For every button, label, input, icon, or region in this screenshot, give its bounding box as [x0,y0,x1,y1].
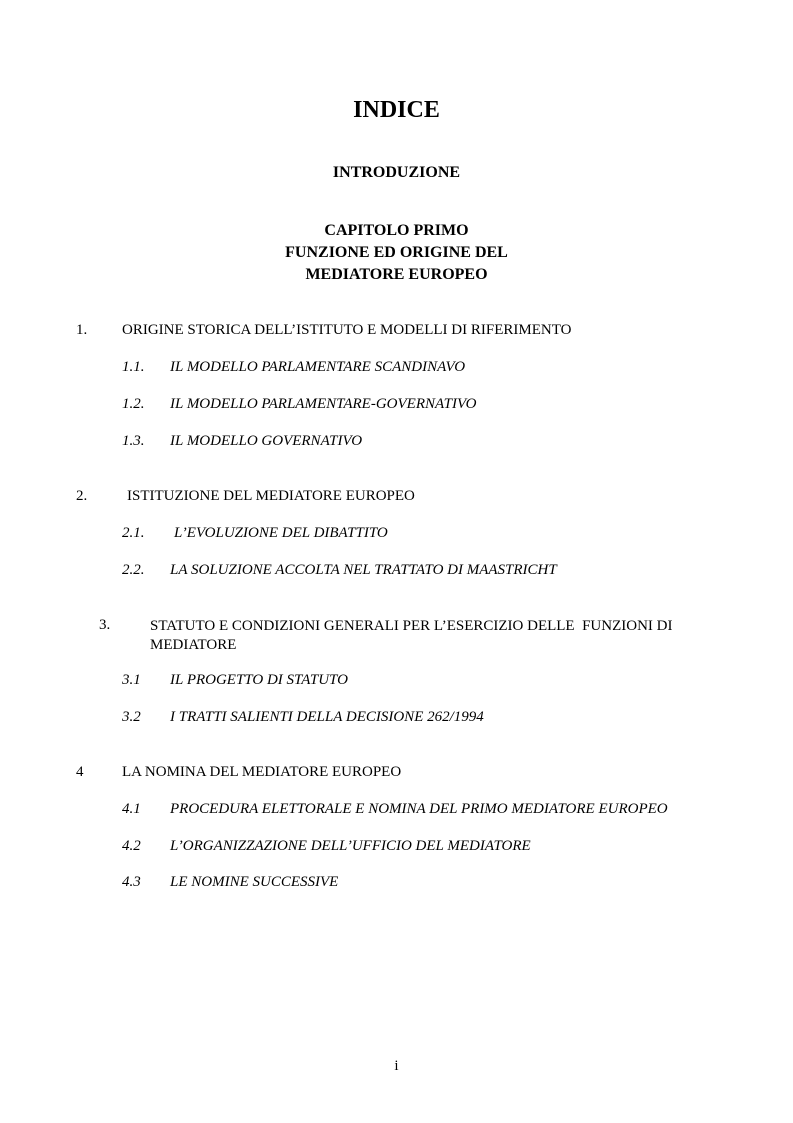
section-number: 1. [76,322,88,338]
subsection-number: 2.1. [122,525,145,541]
page-title: INDICE [353,97,440,123]
subsection-number: 4.3 [122,874,141,890]
subsection-title: IL MODELLO GOVERNATIVO [170,433,363,449]
subsection-number: 3.2 [122,709,141,725]
chapter-title-line-2: MEDIATORE EUROPEO [305,266,488,283]
subsection-number: 3.1 [122,672,141,688]
subsection-title: IL PROGETTO DI STATUTO [170,672,348,688]
subsection-title: L’ORGANIZZAZIONE DELL’UFFICIO DEL MEDIATORE [170,838,531,854]
subsection-title: LE NOMINE SUCCESSIVE [170,874,339,890]
subsection-number: 1.2. [122,396,145,412]
subsection-title: IL MODELLO PARLAMENTARE-GOVERNATIVO [170,396,477,412]
introduction-heading: INTRODUZIONE [332,164,461,181]
subsection-title: IL MODELLO PARLAMENTARE SCANDINAVO [170,359,466,375]
section-number: 3. [99,617,111,633]
section-number: 4 [76,764,84,780]
section-title: LA NOMINA DEL MEDIATORE EUROPEO [122,764,402,780]
subsection-number: 4.1 [122,801,141,817]
subsection-number: 2.2. [122,562,145,578]
subsection-title: LA SOLUZIONE ACCOLTA NEL TRATTATO DI MAASTRICHT [170,562,557,578]
page-number: i [394,1058,399,1074]
section-title: STATUTO E CONDIZIONI GENERALI PER L’ESERCIZIO DELLE FUNZIONI DI MEDIATORE [150,618,677,653]
subsection-title: I TRATTI SALIENTI DELLA DECISIONE 262/1994 [170,709,484,725]
subsection-title: L’EVOLUZIONE DEL DIBATTITO [174,525,388,541]
subsection-number: 4.2 [122,838,141,854]
section-number: 2. [76,488,88,504]
subsection-number: 1.3. [122,433,145,449]
chapter-title-line-1: FUNZIONE ED ORIGINE DEL [285,244,508,261]
section-title: ISTITUZIONE DEL MEDIATORE EUROPEO [127,488,415,504]
section-title: ORIGINE STORICA DELL’ISTITUTO E MODELLI DI RIFERIMENTO [122,322,572,338]
subsection-number: 1.1. [122,359,145,375]
chapter-label: CAPITOLO PRIMO [324,222,469,239]
subsection-title: PROCEDURA ELETTORALE E NOMINA DEL PRIMO MEDIATORE EUROPEO [170,801,668,817]
